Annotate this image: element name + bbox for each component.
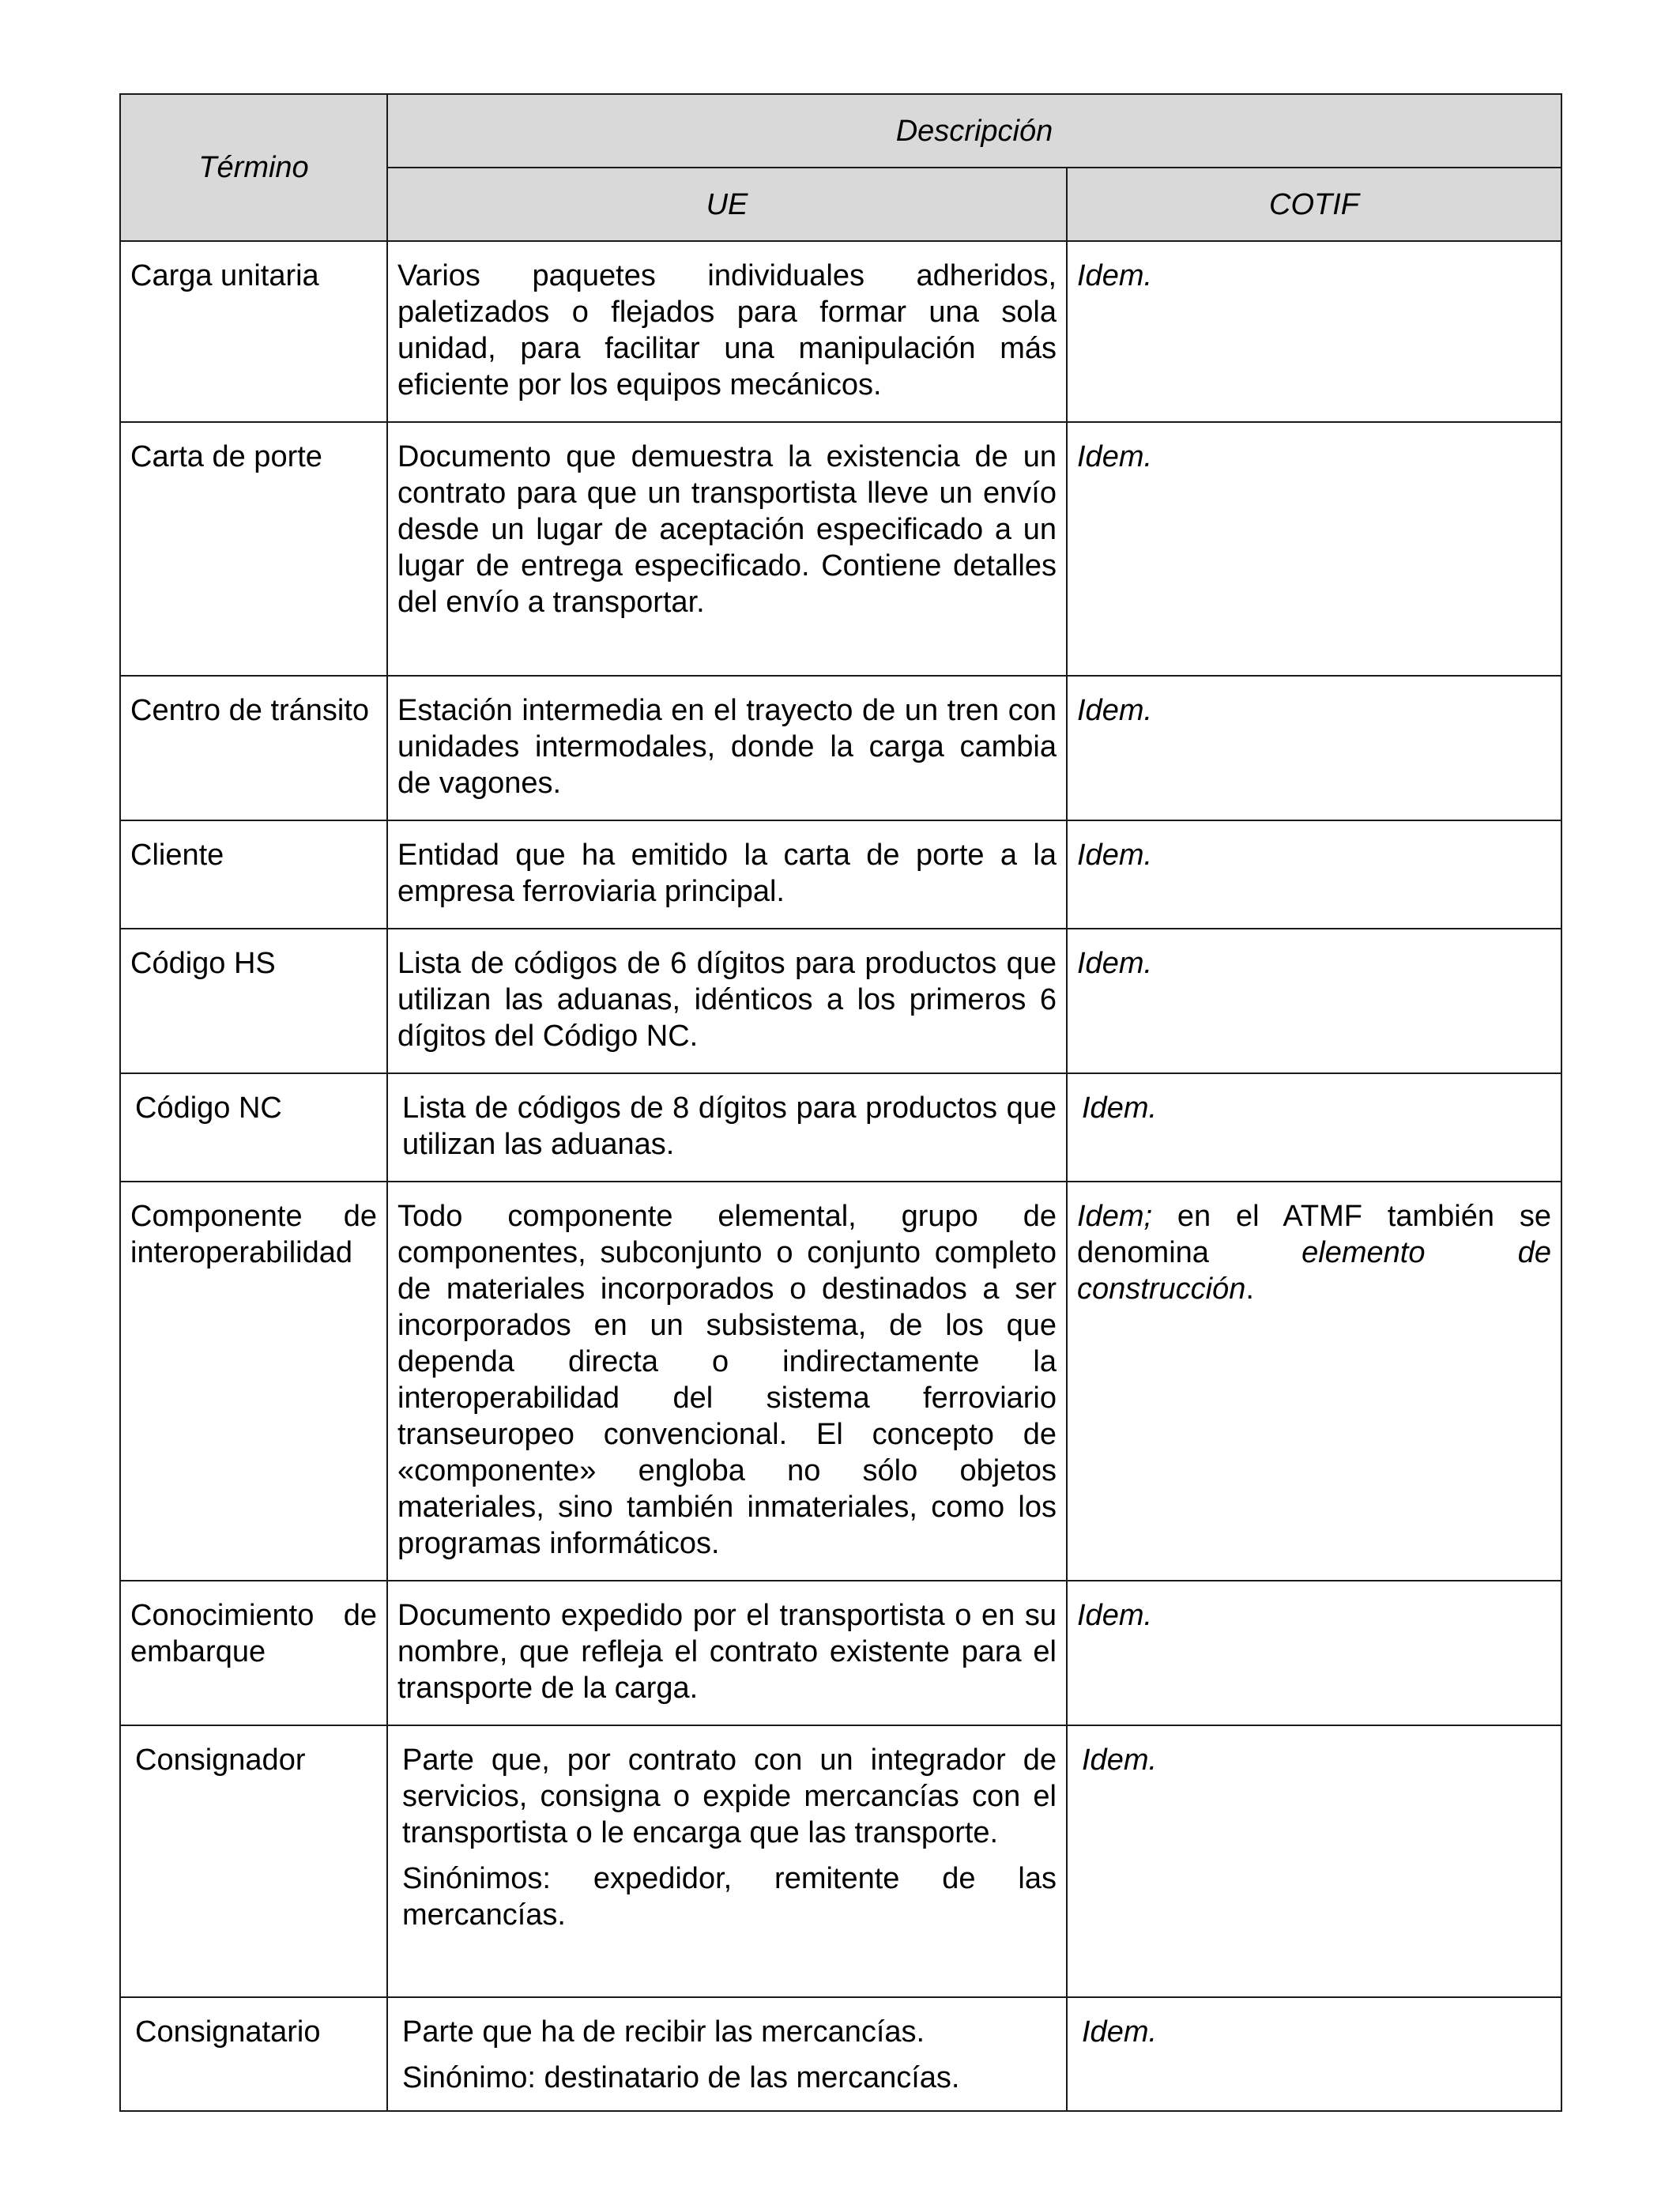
header-ue: UE	[387, 168, 1067, 241]
term-cell: Centro de tránsito	[130, 694, 370, 727]
ue-cell	[388, 423, 1066, 635]
ue-paragraph: Entidad que ha emitido la carta de porte a la empresa ferroviaria principal.	[397, 839, 1057, 908]
cotif-idem: Idem;	[1077, 1200, 1153, 1233]
cotif-text: en el ATMF también se denomina	[1077, 1200, 1551, 1269]
ue-cell	[388, 1726, 1066, 1947]
ue-paragraph: Lista de códigos de 6 dígitos para productos que utilizan las aduanas, idénticos a los primeros 6 dígitos del Código NC.	[397, 947, 1057, 1053]
term-cell: Código NC	[135, 1091, 282, 1125]
table-row	[120, 1182, 1561, 1581]
term-cell: Cliente	[130, 839, 224, 872]
table-row	[120, 676, 1561, 820]
table-row	[120, 1997, 1561, 2111]
ue-cell	[388, 1074, 1066, 1177]
ue-cell	[388, 677, 1066, 816]
table-row	[120, 241, 1561, 422]
header-cotif: COTIF	[1067, 168, 1561, 241]
cotif-cell: Idem.	[1077, 1599, 1153, 1632]
cotif-cell: Idem.	[1077, 839, 1153, 872]
cotif-period: .	[1245, 1272, 1254, 1306]
cotif-cell: Idem.	[1077, 947, 1153, 980]
cotif-cell: Idem.	[1082, 1744, 1158, 1777]
ue-paragraph: Parte que, por contrato con un integrador de servicios, consigna o expide mercancías con el transportista o le encarga que las transporte.	[402, 1744, 1057, 1849]
ue-cell	[388, 821, 1066, 924]
term-cell: Carga unitaria	[130, 259, 319, 292]
ue-cell	[388, 1182, 1066, 1576]
ue-paragraph: Estación intermedia en el trayecto de un tren con unidades intermodales, donde la carga cambia de vagones.	[397, 694, 1057, 800]
ue-cell	[388, 242, 1066, 417]
term-cell: Carta de porte	[130, 440, 322, 473]
ue-paragraph: Documento expedido por el transportista o en su nombre, que refleja el contrato existente para el transporte de la carga.	[397, 1599, 1057, 1705]
ue-paragraph: Sinónimos: expedidor, remitente de las mercancías.	[402, 1862, 1057, 1932]
ue-cell	[388, 929, 1066, 1069]
cotif-cell: Idem.	[1082, 2015, 1158, 2049]
cotif-cell: Idem.	[1077, 694, 1153, 727]
table-row	[120, 1073, 1561, 1182]
term-cell: Consignador	[135, 1744, 306, 1777]
ue-paragraph: Sinónimo: destinatario de las mercancías.	[402, 2061, 960, 2094]
term-cell: Consignatario	[135, 2015, 321, 2049]
table-row	[120, 422, 1561, 676]
ue-paragraph: Lista de códigos de 8 dígitos para productos que utilizan las aduanas.	[402, 1091, 1057, 1161]
table-row	[120, 1725, 1561, 1997]
header-term: Término	[120, 94, 387, 241]
cotif-cell	[1068, 1182, 1561, 1321]
table-row	[120, 929, 1561, 1073]
header-description: Descripción	[387, 94, 1561, 168]
table-row	[120, 1581, 1561, 1725]
cotif-emphasis: elemento de construcción	[1077, 1236, 1551, 1306]
ue-cell	[388, 1998, 1066, 2110]
ue-paragraph: Varios paquetes individuales adheridos, paletizados o flejados para formar una sola unidad, para facilitar una manipulación más eficiente por los equipos mecánicos.	[397, 259, 1057, 401]
cotif-cell: Idem.	[1077, 259, 1153, 292]
ue-paragraph: Documento que demuestra la existencia de un contrato para que un transportista lleve un envío desde un lugar de aceptación especificado a un lugar de entrega especificado. Contiene detalles del envío a transportar.	[397, 440, 1057, 619]
ue-cell	[388, 1581, 1066, 1721]
glossary-table	[119, 93, 1562, 2112]
ue-paragraph: Parte que ha de recibir las mercancías.	[402, 2015, 925, 2049]
cotif-cell: Idem.	[1082, 1091, 1158, 1125]
table-row	[120, 820, 1561, 929]
term-cell: Código HS	[130, 947, 276, 980]
term-cell: Conocimiento de embarque	[130, 1599, 377, 1668]
term-cell: Componente de interoperabilidad	[130, 1200, 377, 1269]
cotif-cell: Idem.	[1077, 440, 1153, 473]
ue-paragraph: Todo componente elemental, grupo de componentes, subconjunto o conjunto completo de materiales incorporados o destinados a ser incorporados en un subsistema, de los que dependa directa o indirectamente la interoperabilidad del sistema ferroviario transeuropeo convencional. El concepto de «componente» engloba no sólo objetos materiales, sino también inmateriales, como los programas informáticos.	[397, 1200, 1057, 1560]
